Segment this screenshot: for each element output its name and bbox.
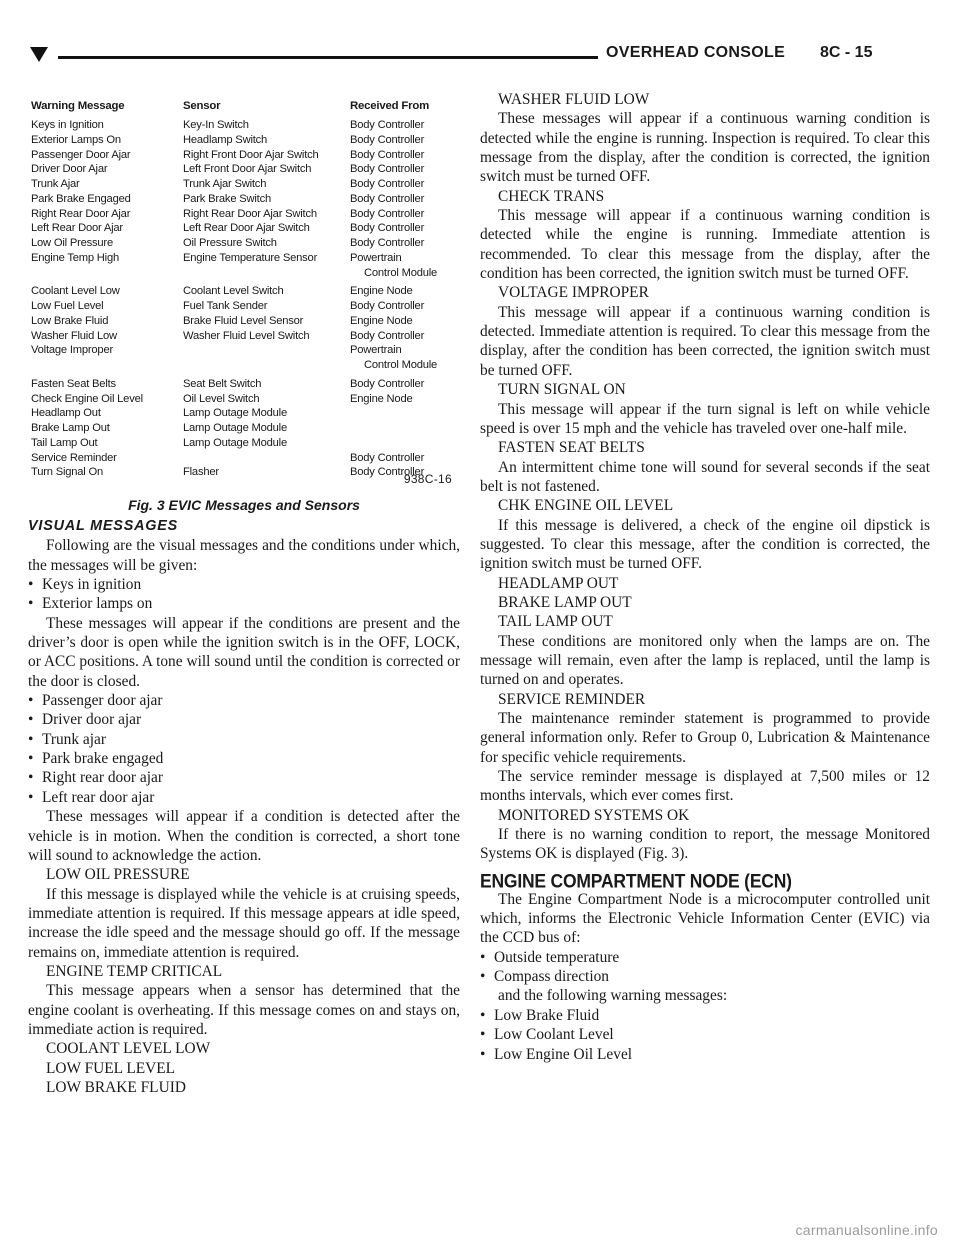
- paragraph: This message will appear if a continuous warning condition is detected. Immediate attention is required. To clear this message from the display, after the condition has been corrected, the ignition switch must be turned OFF.: [480, 303, 930, 379]
- figure-cell-sensor: Trunk Ajar Switch: [183, 178, 267, 190]
- figure-cell-received: Powertrain: [350, 251, 402, 264]
- header-rule: [58, 56, 598, 59]
- figure-row: [28, 131, 460, 144]
- paragraph: If there is no warning condition to report, the message Monitored Systems OK is displayed (Fig. 3).: [480, 826, 930, 863]
- paragraph: The service reminder message is displayed at 7,500 miles or 12 months intervals, which ever comes first.: [480, 768, 930, 805]
- bullet-icon: •: [28, 750, 34, 768]
- section-title-visual-messages: VISUAL MESSAGES: [28, 518, 179, 535]
- bullet-text: Left rear door ajar: [42, 788, 155, 806]
- bullet-list: [28, 691, 460, 807]
- figure-cell-received: Body Controller: [350, 300, 425, 312]
- figure-cell-warning: Park Brake Engaged: [31, 192, 131, 205]
- figure-cell-received: Body Controller: [350, 192, 425, 205]
- bullet-item: [28, 575, 460, 594]
- figure-cell-sensor: Left Front Door Ajar Switch: [183, 163, 312, 176]
- figure-cell-sensor: Coolant Level Switch: [183, 285, 284, 298]
- figure-cell-sensor: Flasher: [183, 466, 219, 479]
- figure-cell-warning: Left Rear Door Ajar: [31, 222, 123, 235]
- bullet-icon: •: [28, 711, 34, 729]
- figure-cell-warning: Passenger Door Ajar: [31, 148, 131, 161]
- bullet-icon: •: [28, 730, 34, 748]
- figure-cell-sensor: Lamp Outage Module: [183, 422, 287, 434]
- message-caption: TURN SIGNAL ON: [498, 381, 626, 399]
- figure-row: [28, 404, 460, 420]
- bullet-icon: •: [480, 1045, 486, 1063]
- figure-cell-received: Body Controller: [350, 451, 425, 464]
- figure-cell-sensor: Left Rear Door Ajar Switch: [183, 222, 310, 235]
- watermark: carmanualsonline.info: [795, 1222, 938, 1238]
- figure-row: [28, 375, 460, 388]
- figure-row: [28, 297, 460, 310]
- message-caption: TAIL LAMP OUT: [498, 613, 613, 631]
- bullet-icon: •: [28, 788, 34, 806]
- message-caption: BRAKE LAMP OUT: [498, 593, 632, 611]
- figure-header-warning: Warning Message: [31, 100, 125, 112]
- bullet-item: [480, 1025, 930, 1044]
- bullet-list: [480, 1006, 930, 1064]
- bullet-text: Driver door ajar: [42, 711, 142, 729]
- figure-cell-received: Control Module: [364, 266, 438, 279]
- figure-cell-sensor: Seat Belt Switch: [183, 377, 262, 390]
- figure-row: [28, 282, 460, 298]
- figure-row: [28, 116, 460, 129]
- message-caption: LOW FUEL LEVEL: [46, 1059, 176, 1077]
- figure-row: [28, 190, 460, 203]
- paragraph: Following are the visual messages and the conditions under which, the messages will be given:: [28, 537, 460, 574]
- message-caption: ENGINE TEMP CRITICAL: [46, 962, 223, 980]
- figure-cell-warning: Washer Fluid Low: [31, 329, 117, 342]
- figure-row: [28, 312, 460, 325]
- bullet-text: Passenger door ajar: [42, 692, 163, 710]
- paragraph: These messages will appear if a condition is detected after the vehicle is in motion. When the condition is corrected, a short tone will sound to acknowledge the action.: [28, 808, 460, 864]
- paragraph: and the following warning messages:: [498, 987, 728, 1005]
- figure-cell-warning: Keys in Ignition: [31, 119, 104, 131]
- bullet-text: Keys in ignition: [42, 576, 142, 594]
- figure-cell-warning: Trunk Ajar: [31, 178, 80, 190]
- figure-cell-sensor: Right Front Door Ajar Switch: [183, 148, 319, 161]
- bullet-text: Exterior lamps on: [42, 595, 153, 613]
- bullet-item: [28, 788, 460, 807]
- message-caption: LOW OIL PRESSURE: [46, 866, 190, 884]
- bullet-text: Park brake engaged: [42, 750, 164, 768]
- figure-cell-received: Body Controller: [350, 207, 425, 220]
- figure-cell-sensor: Lamp Outage Module: [183, 407, 287, 420]
- figure-caption: Fig. 3 EVIC Messages and Sensors: [128, 497, 360, 513]
- message-caption: LOW BRAKE FLUID: [46, 1078, 186, 1096]
- figure-row: [28, 356, 460, 369]
- bullet-item: [28, 768, 460, 787]
- message-caption: FASTEN SEAT BELTS: [498, 439, 645, 457]
- message-caption: MONITORED SYSTEMS OK: [498, 806, 690, 824]
- bullet-item: [28, 691, 460, 710]
- figure-cell-received: Body Controller: [350, 377, 425, 390]
- figure-cell-warning: Driver Door Ajar: [31, 163, 108, 176]
- bullet-item: [480, 1045, 930, 1064]
- figure-cell-received: Engine Node: [350, 392, 413, 405]
- page-title: OVERHEAD CONSOLE: [606, 44, 786, 61]
- bullet-item: [28, 730, 460, 749]
- bullet-item: [28, 749, 460, 768]
- paragraph: This message appears when a sensor has determined that the engine coolant is overheating. If this message comes on and stays on, immediate action is required.: [28, 982, 460, 1038]
- figure-cell-received: Body Controller: [350, 148, 425, 161]
- figure-row: [28, 160, 460, 176]
- figure-row: [28, 175, 460, 188]
- bullet-text: Low Engine Oil Level: [494, 1045, 633, 1063]
- paragraph: This message will appear if a continuous warning condition is detected while the engine is running. Immediate attention is recommended. To clear this message from the display, after the condition has been corrected, the ignition switch must be turned OFF.: [480, 207, 930, 283]
- figure-cell-warning: Headlamp Out: [31, 407, 101, 420]
- figure-cell-warning: Tail Lamp Out: [31, 436, 98, 449]
- message-caption: CHK ENGINE OIL LEVEL: [498, 497, 674, 515]
- figure-cell-received: Body Controller: [350, 163, 425, 176]
- figure-cell-sensor: Fuel Tank Sender: [183, 300, 268, 312]
- bullet-text: Low Coolant Level: [494, 1026, 614, 1044]
- paragraph: The Engine Compartment Node is a microcomputer controlled unit which, informs the Electronic Vehicle Information Center (EVIC) via the CCD bus of:: [480, 890, 930, 947]
- evic-figure: [28, 90, 460, 488]
- message-caption: SERVICE REMINDER: [498, 690, 646, 708]
- figure-cell-warning: Exterior Lamps On: [31, 133, 121, 146]
- figure-cell-sensor: Park Brake Switch: [183, 192, 271, 205]
- figure-row: [28, 146, 460, 159]
- figure-cell-warning: Right Rear Door Ajar: [31, 207, 131, 220]
- figure-cell-sensor: Right Rear Door Ajar Switch: [183, 207, 317, 220]
- message-caption: CHECK TRANS: [498, 187, 605, 205]
- bullet-icon: •: [28, 576, 34, 594]
- message-caption: WASHER FLUID LOW: [498, 91, 650, 108]
- figure-cell-warning: Low Oil Pressure: [31, 237, 113, 249]
- bullet-text: Trunk ajar: [42, 730, 106, 748]
- bullet-list: [28, 575, 460, 614]
- figure-row: [28, 234, 460, 247]
- right-column: [480, 90, 930, 1064]
- page-number: 8C - 15: [820, 44, 873, 61]
- figure-cell-received: Body Controller: [350, 237, 425, 249]
- message-caption: VOLTAGE IMPROPER: [498, 284, 649, 302]
- bullet-item: [480, 967, 930, 986]
- figure-row: [28, 219, 460, 235]
- bullet-icon: •: [480, 1006, 486, 1024]
- triangle-marker-icon: [30, 47, 48, 62]
- figure-cell-received: Body Controller: [350, 178, 425, 190]
- paragraph: This message will appear if the turn signal is left on while vehicle speed is over 15 mph and the vehicle has traveled over one-half mile.: [480, 400, 930, 437]
- figure-cell-warning: Service Reminder: [31, 451, 117, 464]
- figure-cell-received: Body Controller: [350, 329, 425, 342]
- message-caption: HEADLAMP OUT: [498, 574, 619, 592]
- figure-row: [28, 390, 460, 403]
- paragraph: These messages will appear if the conditions are present and the driver’s door is open while the ignition switch is in the OFF, LOCK, or ACC positions. A tone will sound until the condition is corrected or the door is closed.: [28, 614, 460, 690]
- bullet-text: Outside temperature: [494, 948, 620, 966]
- bullet-icon: •: [480, 948, 486, 966]
- figure-cell-received: Powertrain: [350, 344, 402, 357]
- figure-cell-warning: Brake Lamp Out: [31, 422, 110, 434]
- figure-cell-received: Body Controller: [350, 466, 425, 479]
- paragraph: The maintenance reminder statement is programmed to provide general information only. Refer to Group 0, Lubrication & Maintenance for specific vehicle requirements.: [480, 710, 930, 766]
- section-title-ecn: ENGINE COMPARTMENT NODE (ECN): [480, 869, 792, 892]
- figure-cell-sensor: Washer Fluid Level Switch: [183, 329, 310, 342]
- figure-cell-warning: Voltage Improper: [31, 344, 114, 357]
- message-caption: COOLANT LEVEL LOW: [46, 1040, 211, 1058]
- paragraph: If this message is displayed while the vehicle is at cruising speeds, immediate attention is required. If this message appears at idle speed, increase the idle speed and the message should go off. If the message remains on, immediate attention is required.: [28, 885, 460, 961]
- bullet-icon: •: [480, 968, 486, 986]
- page-header: [0, 0, 960, 60]
- figure-cell-received: Engine Node: [350, 314, 413, 327]
- figure-row: [28, 249, 460, 262]
- figure-cell-sensor: Oil Level Switch: [183, 392, 260, 405]
- figure-row: [28, 419, 460, 432]
- figure-cell-sensor: Brake Fluid Level Sensor: [183, 314, 304, 327]
- figure-header-received: Received From: [350, 100, 430, 112]
- bullet-text: Low Brake Fluid: [494, 1006, 600, 1024]
- bullet-text: Right rear door ajar: [42, 769, 163, 787]
- paragraph: These messages will appear if a continuous warning condition is detected while the engine is running. Inspection is required. To clear this message from the display, after the condition is corrected, the ignition switch must be turned OFF.: [480, 110, 930, 186]
- figure-cell-received: Body Controller: [350, 222, 425, 235]
- figure-cell-sensor: Key-In Switch: [183, 119, 249, 131]
- paragraph: If this message is delivered, a check of the engine oil dipstick is suggested. To clear this message, after the condition is corrected, the ignition switch must be turned OFF.: [480, 516, 930, 573]
- bullet-list: [480, 948, 930, 987]
- figure-cell-warning: Turn Signal On: [31, 466, 104, 479]
- figure-cell-sensor: Lamp Outage Module: [183, 436, 287, 449]
- figure-cell-warning: Check Engine Oil Level: [31, 392, 143, 405]
- figure-cell-warning: Low Brake Fluid: [31, 314, 109, 327]
- bullet-item: [28, 710, 460, 729]
- bullet-item: [480, 948, 930, 967]
- bullet-item: [28, 594, 460, 613]
- figure-cell-sensor: Headlamp Switch: [183, 133, 268, 146]
- figure-row: [28, 264, 460, 277]
- figure-code: 938C-16: [403, 472, 452, 486]
- figure-cell-received: Body Controller: [350, 119, 425, 131]
- figure-cell-warning: Engine Temp High: [31, 251, 120, 264]
- figure-cell-warning: Fasten Seat Belts: [31, 377, 116, 390]
- figure-row: [28, 205, 460, 218]
- figure-cell-warning: Coolant Level Low: [31, 285, 120, 298]
- bullet-text: Compass direction: [494, 968, 609, 986]
- bullet-icon: •: [28, 769, 34, 787]
- figure-cell-sensor: Oil Pressure Switch: [183, 237, 277, 249]
- paragraph: These conditions are monitored only when the lamps are on. The message will remain, even after the lamp is replaced, until the lamp is turned on and operates.: [480, 632, 930, 689]
- figure-row: [28, 434, 460, 447]
- figure-cell-sensor: Engine Temperature Sensor: [183, 251, 318, 264]
- paragraph: An intermittent chime tone will sound for several seconds if the seat belt is not fastened.: [480, 458, 930, 495]
- figure-cell-received: Engine Node: [350, 285, 413, 298]
- bullet-item: [480, 1006, 930, 1025]
- figure-cell-received: Control Module: [364, 359, 438, 371]
- figure-header-sensor: Sensor: [183, 100, 221, 112]
- figure-row: [28, 449, 460, 462]
- figure-row: [28, 341, 460, 357]
- left-column: [28, 90, 460, 1097]
- figure-cell-warning: Low Fuel Level: [31, 300, 104, 312]
- bullet-icon: •: [28, 692, 34, 710]
- bullet-icon: •: [28, 595, 34, 613]
- bullet-icon: •: [480, 1026, 486, 1044]
- figure-row: [28, 327, 460, 340]
- figure-cell-received: Body Controller: [350, 133, 425, 146]
